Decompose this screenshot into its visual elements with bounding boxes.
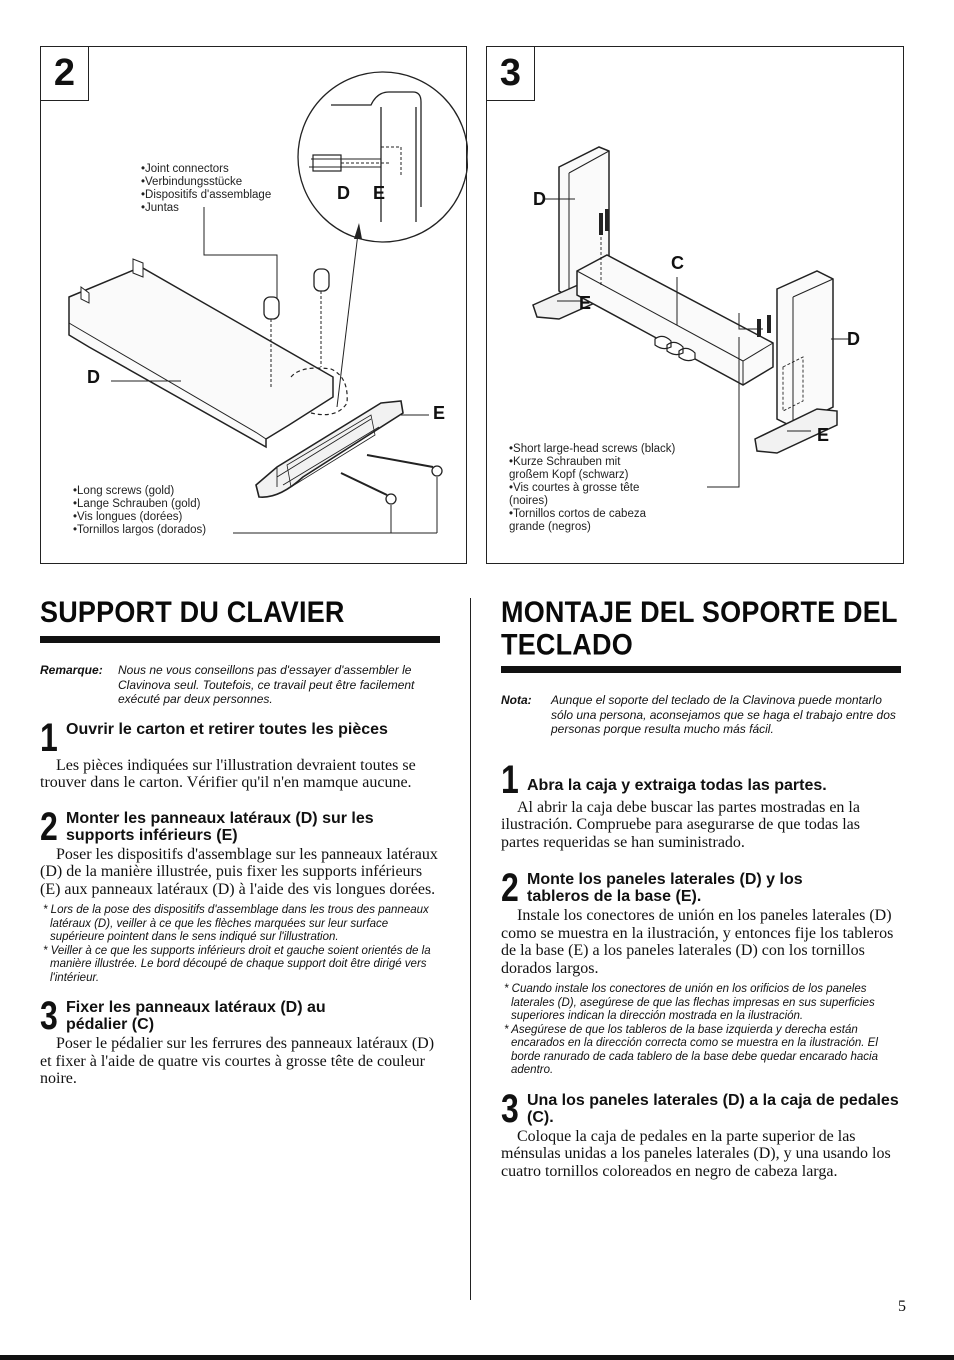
step-1-fr bbox=[40, 715, 440, 792]
page-number: 5 bbox=[898, 1298, 906, 1315]
step-number: 1 bbox=[40, 715, 58, 760]
figure-2-label-d: D bbox=[87, 367, 100, 387]
step-body: Al abrir la caja debe buscar las partes mostradas en la ilustración. Compruebe para asegurarse de que todas las partes requeridas se han suministrado. bbox=[501, 798, 860, 851]
step-number: 2 bbox=[40, 804, 58, 849]
figure-3-label-e-right: E bbox=[817, 425, 830, 445]
step-title: Una los paneles laterales (D) a la caja de pedales (C). bbox=[527, 1091, 899, 1126]
step-2-fr bbox=[40, 804, 440, 986]
step-1-es bbox=[501, 757, 901, 852]
figure-2 bbox=[40, 46, 467, 564]
step-title: Fixer les panneaux latéraux (D) au pédalier (C) bbox=[66, 999, 326, 1033]
step-body: Instale los conectores de unión en los paneles laterales (D) como se muestra en la ilustración, y entonces fije los tableros de la base (E) a los paneles laterales (D) con los tornillos dorados largos. bbox=[501, 907, 894, 977]
step-body: Poser les dispositifs d'assemblage sur les panneaux latéraux (D) de la manière illustrée, puis fixer les supports inférieurs (E) aux panneaux latéraux (D) à l'aide des vis longues dorées. bbox=[40, 845, 438, 898]
figure-2-caption-screws: •Long screws (gold) •Lange Schrauben (gold) •Vis longues (dorées) •Tornillos largos (dorados) bbox=[73, 485, 207, 536]
note-text-fr: Nous ne vous conseillons pas d'essayer d'assembler le Clavinova seul. Toutefois, ce travail peut être facilement exécuté par deux personnes. bbox=[118, 663, 415, 706]
note-es bbox=[501, 693, 901, 737]
step-body: Les pièces indiquées sur l'illustration devraient toutes se trouver dans le carton. Vérifier qu'il n'en mamque aucune. bbox=[40, 756, 416, 791]
note-label-es: Nota: bbox=[501, 693, 532, 707]
footnote: * Veiller à ce que les supports inférieurs droit et gauche soient orientés de la manière illustrée. Le bord découpé de chaque support doit être dirigé vers l'intérieur. bbox=[43, 944, 431, 984]
step-title: Monter les panneaux latéraux (D) sur les supports inférieurs (E) bbox=[66, 809, 374, 844]
column-spanish bbox=[501, 596, 901, 1180]
figure-3-label-d-right: D bbox=[847, 329, 860, 349]
title-rule-fr bbox=[40, 636, 440, 643]
footnote: * Lors de la pose des dispositifs d'assemblage dans les trous des panneaux latéraux (D), veiller à ce que les flèches marquées sur leur surface supérieure pointent dans le sens indiqué sur l'illustration. bbox=[43, 904, 429, 943]
step-title: Monte los paneles laterales (D) y los tableros de la base (E). bbox=[527, 871, 803, 905]
step-body: Coloque la caja de pedales en la parte superior de las ménsulas unidas a los paneles laterales (D), y una usando los cuatro tornillos coloreados en negro de cabeza larga. bbox=[501, 1127, 891, 1180]
step-number: 3 bbox=[501, 1086, 519, 1131]
figure-3-label-d-left: D bbox=[533, 189, 546, 209]
figure-2-number: 2 bbox=[41, 47, 89, 101]
column-divider bbox=[470, 598, 471, 1300]
column-french bbox=[40, 596, 440, 1088]
figure-3 bbox=[486, 46, 904, 564]
step-body: Poser le pédalier sur les ferrures des panneaux latéraux (D) et fixer à l'aide de quatre vis courtes à grosse tête de couleur noire. bbox=[40, 1035, 435, 1087]
step-number: 2 bbox=[501, 866, 519, 910]
title-rule-es bbox=[501, 666, 901, 673]
figure-2-label-e-zoom: E bbox=[373, 183, 386, 203]
step-number: 3 bbox=[40, 994, 58, 1038]
step-number: 1 bbox=[501, 757, 519, 802]
section-title-es: MONTAJE DEL SOPORTE DEL TECLADO bbox=[501, 596, 898, 661]
step-2-es bbox=[501, 866, 901, 1078]
figure-3-number: 3 bbox=[487, 47, 535, 101]
step-3-es bbox=[501, 1086, 901, 1181]
figure-2-label-d-zoom: D bbox=[337, 183, 350, 203]
figure-3-caption: •Short large-head screws (black) •Kurze Schrauben mit großem Kopf (schwarz) •Vis courtes à grosse tête (noires) •Tornillos cortos de cabeza grande (negros) bbox=[509, 443, 676, 533]
section-title-fr: SUPPORT DU CLAVIER bbox=[40, 596, 345, 629]
footnote: * Asegúrese de que los tableros de la base izquierda y derecha están encarados en la dirección correcta como se muestra en la ilustración. El borde ranurado de cada tablero de la base debe quedar encarado hacia adentro. bbox=[504, 1023, 879, 1076]
note-label-fr: Remarque: bbox=[40, 663, 103, 677]
figure-3-label-e-left: E bbox=[579, 293, 592, 313]
footnote: * Cuando instale los conectores de unión en los orificios de los paneles laterales (D), asegúrese de que las flechas impresas en sus superficies superiores indican la dirección mostrada en la ilustración. bbox=[504, 983, 875, 1022]
figure-2-label-e: E bbox=[433, 403, 446, 423]
step-title: Abra la caja y extraiga todas las partes. bbox=[527, 776, 827, 794]
step-title: Ouvrir le carton et retirer toutes les pièces bbox=[66, 720, 388, 738]
note-fr bbox=[40, 663, 440, 707]
step-3-fr bbox=[40, 994, 440, 1088]
figure-2-caption-connectors: •Joint connectors •Verbindungsstücke •Dispositifs d'assemblage •Juntas bbox=[141, 163, 272, 214]
bottom-bar bbox=[0, 1355, 954, 1360]
figure-3-label-c: C bbox=[671, 253, 684, 273]
note-text-es: Aunque el soporte del teclado de la Clavinova puede montarlo sólo una persona, aconsejamos que se haga el trabajo entre dos personas porque resulta mucho más fácil. bbox=[551, 693, 896, 736]
